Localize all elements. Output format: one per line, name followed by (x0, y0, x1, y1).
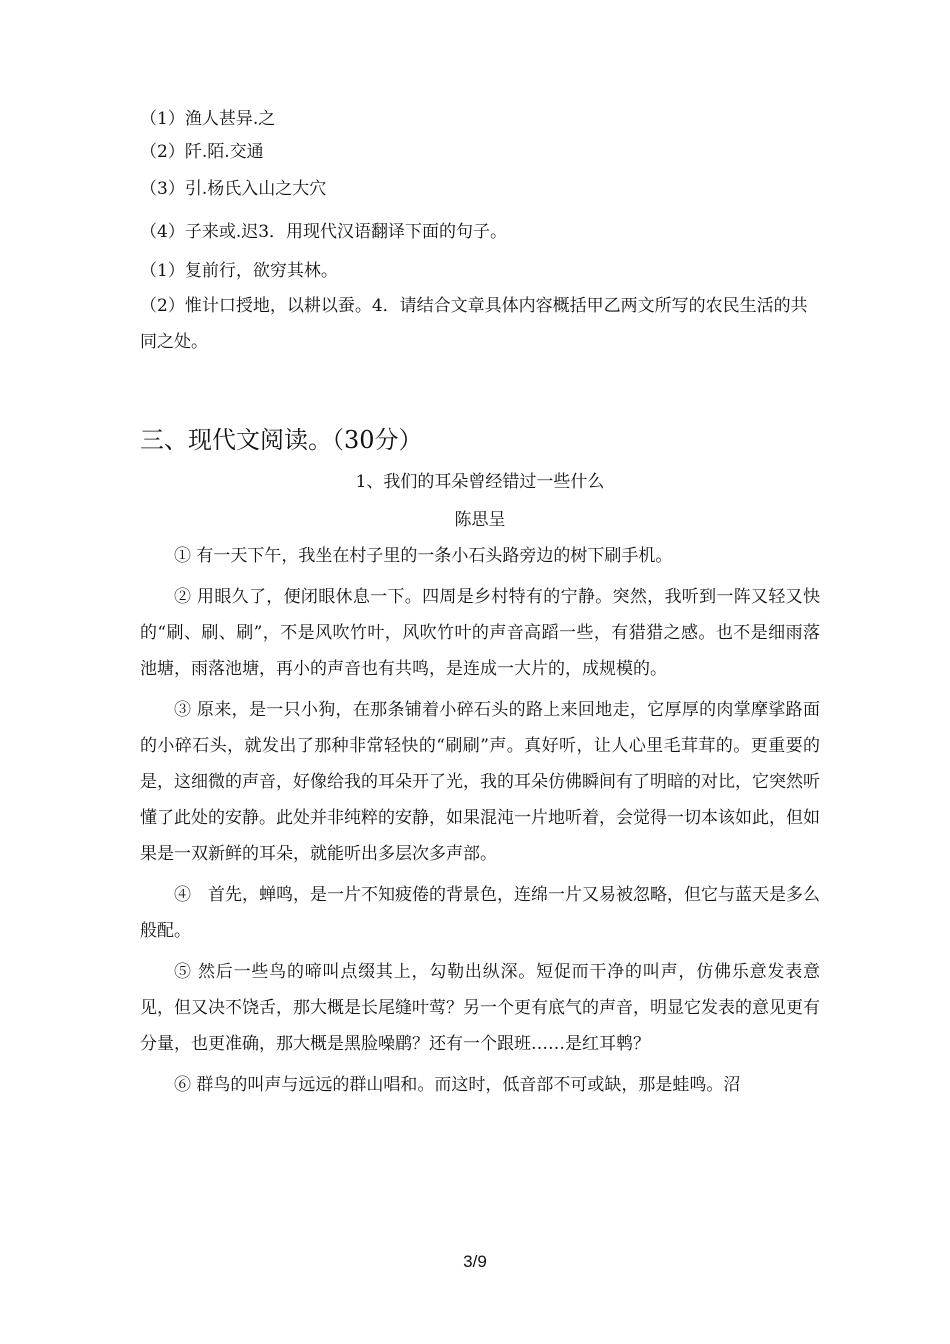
question-paragraph: （2）惟计口授地，以耕以蚕。4．请结合文章具体内容概括甲乙两文所写的农民生活的共同之处。 (140, 296, 808, 352)
article-paragraph: ③ 原来，是一只小狗，在那条铺着小碎石头的路上来回地走，它厚厚的肉掌摩挲路面的小碎石头，就发出了那种非常轻快的“刷刷”声。真好听，让人心里毛茸茸的。更重要的是，这细微的声音，好像给我的耳朵开了光，我的耳朵仿佛瞬间有了明暗的对比，它突然听懂了此处的安静。此处并非纯粹的安静，如果混沌一片地听着，会觉得一切本该如此，但如果是一双新鲜的耳朵，就能听出多层次多声部。 (140, 700, 820, 864)
article-author: 陈思呈 (454, 510, 506, 530)
article-paragraph: ② 用眼久了，便闭眼休息一下。四周是乡村特有的宁静。突然，我听到一阵又轻又快的“刷、刷、刷”，不是风吹竹叶，风吹竹叶的声音高蹈一些，有猎猎之感。也不是细雨落池塘，雨落池塘，再小的声音也有共鸣，是连成一大片的，成规模的。 (140, 587, 820, 679)
article-paragraph: ⑥ 群鸟的叫声与远远的群山唱和。而这时，低音部不可或缺，那是蛙鸣。沼 (174, 1075, 741, 1095)
question-line: （2）阡.陌.交通 (140, 142, 264, 162)
page-number: 3/9 (463, 1252, 487, 1271)
article-body (140, 538, 820, 1108)
question-line: （1）渔人甚异.之 (140, 109, 276, 129)
article-paragraph: ① 有一天下午，我坐在村子里的一条小石头路旁边的树下刷手机。 (174, 546, 673, 566)
article-paragraph: ⑤ 然后一些鸟的啼叫点缀其上，勾勒出纵深。短促而干净的叫声，仿佛乐意发表意见，但又决不饶舌，那大概是长尾缝叶莺？另一个更有底气的声音，明显它发表的意见更有分量，也更准确，那大概是黑脸噪鹛？还有一个跟班……是红耳鹎？ (140, 962, 820, 1054)
article-title: 1、我们的耳朵曾经错过一些什么 (355, 472, 605, 492)
section-title: 三、现代文阅读。（30分） (140, 426, 423, 454)
question-line: （3）引.杨氏入山之大穴 (140, 179, 327, 199)
question-line: （4）子来或.迟3．用现代汉语翻译下面的句子。 (140, 222, 508, 242)
question-line: （1）复前行，欲穷其林。 (140, 261, 338, 281)
article-paragraph: ④ 首先，蝉鸣，是一片不知疲倦的背景色，连绵一片又易被忽略，但它与蓝天是多么般配。 (140, 885, 820, 941)
